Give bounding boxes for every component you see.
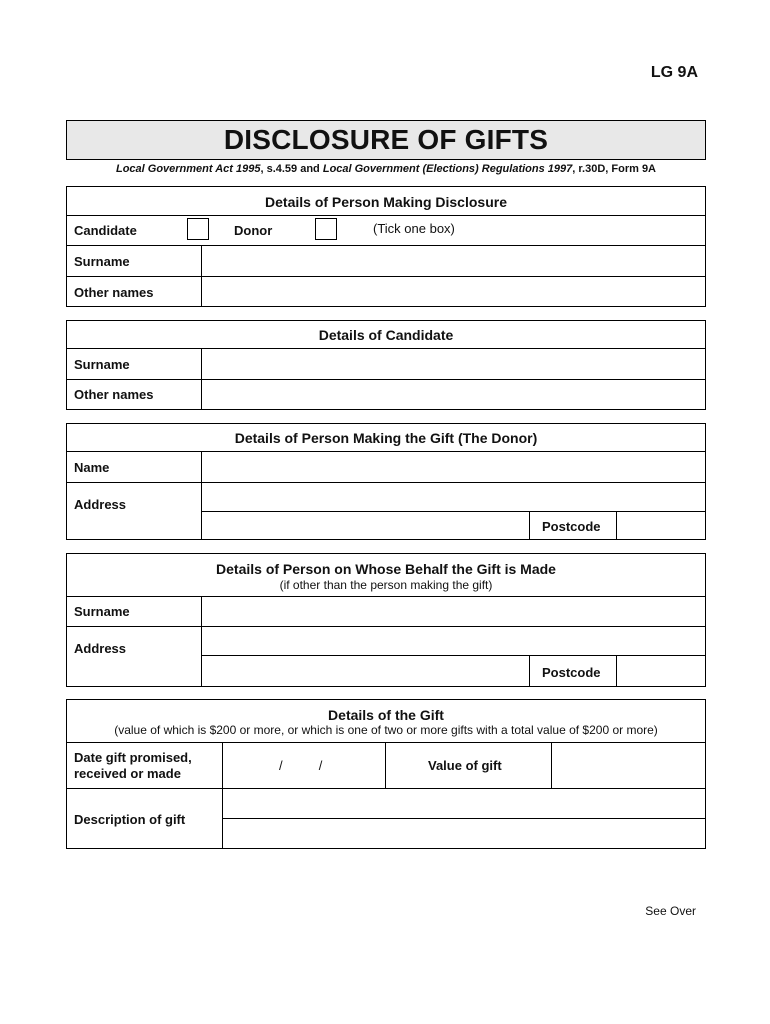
description-line-2[interactable] xyxy=(223,819,705,848)
date-label-line-1: Date gift promised, xyxy=(74,750,192,765)
surname-label: Surname xyxy=(74,254,130,269)
section-heading: Details of Candidate xyxy=(318,327,454,343)
address-label: Address xyxy=(74,497,127,512)
act-section: , s.4.59 and xyxy=(260,163,323,175)
section-subheading: (value of which is $200 or more, or which is one of two or more gifts with a total value of $200 or more) xyxy=(114,723,658,737)
candidate-checkbox[interactable] xyxy=(187,218,209,240)
address-line-1[interactable] xyxy=(202,483,705,511)
regulations-name: Local Government (Elections) Regulations 1997 xyxy=(322,163,573,175)
section-heading: Details of the Gift xyxy=(328,707,444,723)
address-line-1[interactable] xyxy=(202,627,705,655)
address-line-2[interactable] xyxy=(202,512,529,539)
section-gift-details xyxy=(66,699,706,849)
name-label: Name xyxy=(74,460,110,475)
surname-field[interactable] xyxy=(202,349,705,379)
postcode-label: Postcode xyxy=(542,665,601,680)
surname-label: Surname xyxy=(74,357,130,372)
other-names-label: Other names xyxy=(74,387,154,402)
see-over-note: See Over xyxy=(645,904,696,918)
description-label: Description of gift xyxy=(74,812,186,827)
section-person-making-disclosure xyxy=(66,186,706,307)
section-donor xyxy=(66,423,706,540)
date-separators: / / xyxy=(279,758,323,773)
postcode-label: Postcode xyxy=(542,519,601,534)
surname-field[interactable] xyxy=(202,597,705,626)
page-title: DISCLOSURE OF GIFTS xyxy=(223,124,549,155)
act-name: Local Government Act 1995 xyxy=(115,163,261,175)
value-of-gift-field[interactable] xyxy=(552,743,705,788)
surname-field[interactable] xyxy=(202,246,705,276)
section-heading: Details of Person on Whose Behalf the Gift is Made xyxy=(216,561,556,577)
postcode-field[interactable] xyxy=(617,512,705,539)
candidate-label: Candidate xyxy=(74,223,137,238)
postcode-field[interactable] xyxy=(617,656,705,686)
value-of-gift-label: Value of gift xyxy=(428,758,502,773)
surname-label: Surname xyxy=(74,604,130,619)
donor-label: Donor xyxy=(234,223,273,238)
description-line-1[interactable] xyxy=(223,789,705,818)
divider xyxy=(385,742,386,788)
donor-checkbox[interactable] xyxy=(315,218,337,240)
other-names-field[interactable] xyxy=(202,277,705,306)
divider xyxy=(67,215,705,216)
title-banner xyxy=(66,120,706,160)
other-names-field[interactable] xyxy=(202,380,705,409)
date-label-line-2: received or made xyxy=(74,766,181,781)
name-field[interactable] xyxy=(202,452,705,482)
section-subheading: (if other than the person making the gift) xyxy=(279,578,493,592)
tick-note: (Tick one box) xyxy=(373,221,455,236)
legislation-reference xyxy=(66,163,706,175)
section-on-behalf-of xyxy=(66,553,706,687)
form-code: LG 9A xyxy=(650,64,698,81)
address-line-2[interactable] xyxy=(202,656,529,686)
other-names-label: Other names xyxy=(74,285,154,300)
address-label: Address xyxy=(74,641,127,656)
section-heading: Details of Person Making Disclosure xyxy=(265,194,507,210)
divider xyxy=(529,655,530,686)
regulation-section: , r.30D, Form 9A xyxy=(572,163,657,175)
divider xyxy=(529,511,530,539)
section-heading: Details of Person Making the Gift (The Donor) xyxy=(234,430,538,446)
section-candidate xyxy=(66,320,706,410)
